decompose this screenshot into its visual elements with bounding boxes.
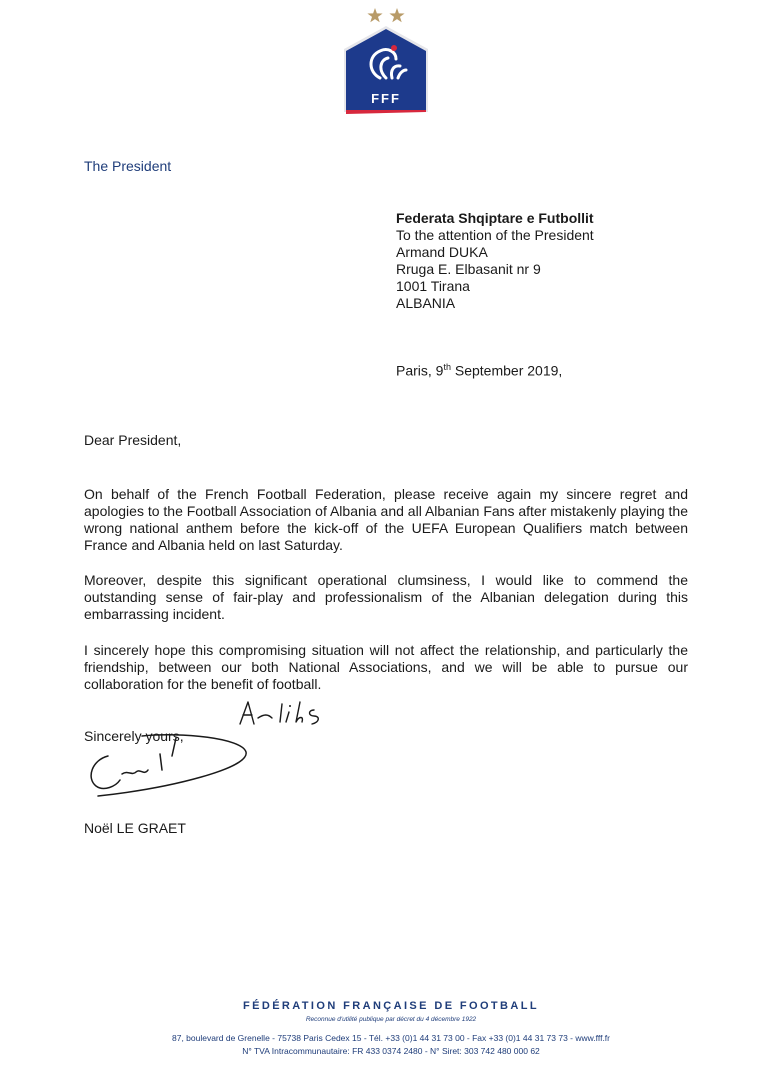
- body-paragraph: On behalf of the French Football Federation, please receive again my sincere regret and apologies to the Football Association of Albania and all Albanian Fans after mistakenly playing the wrong national anthem before the kick-off of the UEFA European Qualifiers match between France and Albania held on last Saturday.: [84, 486, 688, 553]
- recipient-attention: To the attention of the President: [396, 227, 594, 243]
- recipient-street: Rruga E. Elbasanit nr 9: [396, 261, 541, 277]
- signature: [82, 734, 254, 804]
- recipient-person: Armand DUKA: [396, 244, 488, 260]
- recipient-name: Federata Shqiptare e Futbollit: [396, 210, 594, 226]
- footer-title: FÉDÉRATION FRANÇAISE DE FOOTBALL: [243, 1000, 539, 1012]
- star-icon: [367, 8, 382, 22]
- footer-address: 87, boulevard de Grenelle - 75738 Paris Cedex 15 - Tél. +33 (0)1 44 31 73 00 - Fax +33 (0)1 44 31 73 73 - www.fff.fr: [171, 1033, 610, 1043]
- date-line: [396, 362, 562, 379]
- recipient-address: [396, 210, 594, 312]
- closing: Sincerely yours,: [84, 728, 184, 744]
- logo-text: FFF: [371, 91, 401, 106]
- fff-crest-logo: [340, 6, 432, 122]
- date-prefix: Paris, 9: [396, 362, 444, 379]
- recipient-country: ALBANIA: [396, 295, 456, 311]
- sender-title: The President: [84, 158, 172, 174]
- signer-name: Noël LE GRAET: [84, 820, 186, 836]
- star-icon: [389, 8, 404, 22]
- handwritten-note: [234, 694, 334, 730]
- recipient-city: 1001 Tirana: [396, 278, 470, 294]
- footer-subtitle: Reconnue d'utilité publique par décret du 4 décembre 1922: [305, 1016, 477, 1023]
- date-ordinal: th: [443, 362, 451, 372]
- body-paragraph: Moreover, despite this significant operational clumsiness, I would like to commend the outstanding sense of fair-play and professionalism of the Albanian delegation during this embarrassing incident.: [84, 572, 688, 622]
- date-rest: September 2019,: [450, 362, 563, 379]
- salutation: Dear President,: [84, 432, 182, 448]
- body-paragraph: I sincerely hope this compromising situation will not affect the relationship, and particularly the friendship, between our both National Associations, and we will be able to pursue our collaboration for the benefit of football.: [84, 642, 688, 692]
- footer-registration: N° TVA Intracommunautaire: FR 433 0374 2480 - N° Siret: 303 742 480 000 62: [242, 1046, 540, 1056]
